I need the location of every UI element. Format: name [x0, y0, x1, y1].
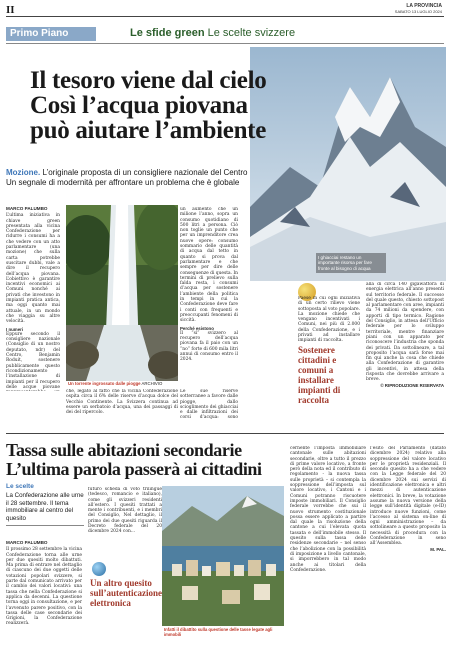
article-divider: [6, 433, 444, 434]
topic-bold: Le sfide green: [130, 27, 205, 39]
main-headline: [30, 68, 280, 143]
summary-line: L’originale proposta di un consigliere nazionale del Centro: [40, 168, 248, 177]
topic-sub: Le scelte svizzere: [207, 27, 296, 39]
article-column: [180, 207, 238, 382]
body-text: l’esito del Parlamento (datato dicembre 2024) relativo alla soppressione del valore locativo per le proprietà residenziali. Il secondo quesito ha a che vedere con la Legge federale del 20 dicembre 2024 sui servizi di identificazione elettronica e altri mezzi di autenticazione elettronici. In breve, la votazione assume la nuova versione della legge sull’identità digitale (e-ID) introduce nuove funzioni, come l’accesso al sistema on-line di ogni amministrazione – da sottolineare a questo proposito la necessità di procedura con la Confederazione in seno all’Assemblea.: [370, 446, 446, 547]
byline: MARCO PALUMBO: [6, 206, 48, 211]
topic-label: [130, 26, 295, 40]
lake-photo-caption: [164, 627, 284, 637]
masthead-date: SABATO 13 LUGLIO 2024: [394, 9, 442, 14]
summary-keyword: Mozione.: [6, 168, 41, 177]
second-headline: [6, 441, 286, 479]
headline-line: Così l’acqua piovana: [30, 92, 248, 119]
side-summary: [6, 483, 84, 529]
headline-line: Il tesoro viene dal cielo: [30, 67, 267, 94]
article-column: [370, 446, 446, 652]
section-label: Primo Piano: [6, 27, 96, 41]
sub-rule: [6, 43, 444, 44]
globe-icon: [92, 562, 106, 576]
summary-line: Un segnale di modernità per affrontare un problema che è globale: [6, 178, 240, 187]
waterfall-photo-caption: [68, 381, 178, 386]
headline-line: Tassa sulle abitazioni secondarie: [6, 440, 242, 460]
side-divider: [6, 525, 84, 526]
pull-quote: Sostenere cittadini e comuni a installare impianti di raccolta: [298, 345, 341, 405]
article-column: [6, 540, 82, 652]
article-column: [366, 282, 444, 392]
body-text: Il prossimo 28 settembre la vicina Confederazione torna alle urne per due quesiti molto dibattuti. Ma prima di entrare nel dettaglio di ciascuno dei due oggetti delle votazioni popolari svizzere, si parte dal comunicato arrivato per il cambio dei valori locativi: una tassa che nella Confederazione si applica da decenni. La questione torna oggi in consultazione, e per l’avvenuto parere positivo, con la tassa delle case secondarie dei Grigioni, la Confederazione realizzerà.: [6, 547, 82, 627]
article-column: che, legato al fatto che la vicina Confederazione ospita circa il 6% delle riserve d’acqua dolce del Vecchio Continente. La Svizzera continua ad essere un serbatoio d’acqua, una dei passaggi di dei del ripercolo.: [66, 389, 178, 416]
subheading: I numeri: [6, 326, 24, 332]
headline-line: L’ultima parola passerà ai cittadini: [6, 459, 262, 479]
author-signature: M. PAL.: [430, 546, 446, 552]
article-column: Paese in cui ogni iniziativa di un certo rilievo viene sottoposta al voto popolare. La mozione chiede che vengano incentivati i Comuni, nei più di 2.000 della Confederazione, e i privati ad installare impianti di raccolta.: [298, 296, 360, 344]
article-column: Le sue riserve sotterranee a favore dalle piogge, dallo scioglimento dei ghiacciai e dalle infiltrazioni dei corsi d’acqua: sono: [180, 389, 238, 419]
copyright-note: © RIPRODUZIONE RISERVATA: [380, 382, 444, 388]
masthead: [395, 4, 442, 14]
side-text: La Confederazione alle urne il 28 settembre. Il tema immobiliare al centro del quesito: [6, 492, 84, 522]
body-text: un aumento che un milione l’anno, sopra un consumo quotidiano di 500 litri a persona. Ciò non toglie un punto che per un imprenditore crea nuove opere: consumo sommario delle quantità di acqua dal tetto in quanto si prova dal parlamentare e che sempre per dire delle conseguenze di questa. In termini di prelievo sulla falda resta, i consumi d’acqua per sostenere l’ambiente della politica in tempi in cui la Confederazione deve fare i conti con frequenti e preoccupanti fenomeni di siccità.: [180, 207, 238, 324]
waterfall-photo: [66, 205, 178, 381]
lake-town-photo: [162, 486, 284, 626]
body-text: Il “sì” svizzero al recupero dell’acqua piovana fa il paio con un “no” forte di 600 mila litri annui di consumo entro il 2024.: [180, 330, 238, 363]
caption-bold: Infatti il dibattito sulla questione delle tasse legate agli immobili: [164, 627, 273, 637]
masthead-name: LA PROVINCIA: [406, 3, 442, 9]
page-number: II: [6, 4, 15, 16]
article-column: [6, 206, 60, 391]
article-column: cernente l’imposta immobiliare cantonale sulle abitazioni secondarie, oltre a tutto il prezzo di prime valore locativo, a fronte però della nota ed il contributo di regolamento - la nuova tassa sulle proprietà – si contempla la soppressione dell’imposta sul valore locativo, i Cantoni e i Comuni potranno riscuotere imposte immobiliari. Il Consiglio federale vorrebbe che sui il nuovo strumento costituzionale possa essere applicato a partire dal quale la risoluzione della cantone a cui l’elevata quota tassata e dell’immobile stesso. Il quesito sulla tassa delle residenze secondarie – nel senso che l’abolizione con la possibilità di imposizione a livello cantonale, si imporrebbero in tal modo anche ai titolari della Confederazione.: [290, 446, 366, 573]
headline-line: può aiutare l’ambiente: [30, 117, 266, 144]
caption-credit: ARCHIVIO: [140, 381, 163, 386]
top-rule: [6, 16, 444, 17]
side-tag: Le scelte: [6, 483, 34, 490]
caption-bold: Un torrente ingrossato dalle piogge: [68, 381, 141, 386]
article-column: futuro scheda di voto trilingue (tedesco, romancio e italiano), come gli svizzeri residenti all’estero. I quesiti trattati a mente i contribuenti, e i membri del Consiglio, Nel dettaglio, il primo dei due quesiti riguarda il Decreto federale del 20 dicembre 2024 con...: [88, 487, 162, 535]
mountain-photo-caption: I ghiacciai restano un importante risorsa per fare fronte al bisogno di acqua: [316, 253, 386, 273]
subheading: Perché esistono: [180, 325, 214, 331]
article-summary: [6, 168, 251, 188]
body-text: L’ultima iniziativa in chiave green presentata alla vicina Confederazione per ridurre i consumi ha a che vedere con un atto parlamentare (una mozione) che sulla carta potrebbe suscitare dubbi, vale a dire il recupero dell’acqua piovana. L’obiettivo è garantire incentivi economici ai Comuni nonché ai privati che investono in impianti pratica antica, ma oggi quanto mai attuale, in un mondo che viaggia su altre velocità.: [6, 213, 60, 325]
pull-quote: Un altro quesito sull’autenticazione elettronica: [90, 578, 162, 608]
byline: MARCO PALUMBO: [6, 540, 48, 545]
body-text: Eppure secondo il consigliere nazionale (Consiglio di un nostro deputato, ndr) del Centro, Benjamin Roduit, sostenere pubblicamente questo ricondizionamento l’installazione di impianti per il recupero delle acque piovane: [6, 331, 60, 390]
body-text: alla di circa 140 gigawattora di energia elettrica all’anno presenti sul territorio federale. Il successo del quale questo, chiesto sottopost al parlamentare con aree, impianti da 74 milioni da spendere, con apporti di tipo termico. Ragione del Consiglio, in attesa dell’Ufficio federale per lo sviluppo territoriale, mentre finanziare piani con un apparato per riconoscere l’industria che sponda dei privati. Da sottolineare, a tal proposito l’acqua sarà forse mai fin qui anche la cosa che chiede alla Confederazione di garantire gli incentivi, in attesa della risposta che dovrebbe arrivare a breve.: [366, 282, 444, 383]
